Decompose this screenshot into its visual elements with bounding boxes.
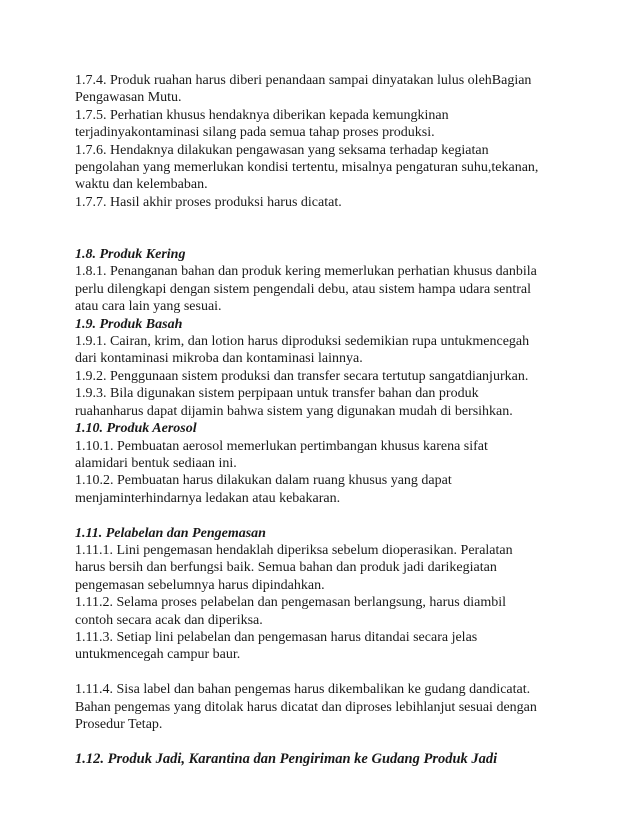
- section-heading-produk-basah: 1.9. Produk Basah: [75, 316, 183, 332]
- paragraph-line: alamidari bentuk sediaan ini.: [75, 455, 237, 471]
- paragraph-line: waktu dan kelembaban.: [75, 177, 208, 193]
- paragraph-line: perlu dilengkapi dengan sistem pengendali debu, atau sistem hampa udara sentral: [75, 281, 532, 297]
- paragraph-line: contoh secara acak dan diperiksa.: [75, 612, 263, 628]
- section-heading-pelabelan: 1.11. Pelabelan dan Pengemasan: [75, 525, 266, 541]
- paragraph-line: menjaminterhindarnya ledakan atau kebakaran.: [75, 490, 341, 506]
- paragraph-line: harus bersih dan berfungsi baik. Semua bahan dan produk jadi darikegiatan: [75, 560, 497, 576]
- paragraph-line: untukmencegah campur baur.: [75, 647, 241, 663]
- paragraph-line: atau cara lain yang sesuai.: [75, 299, 222, 315]
- paragraph-line: terjadinyakontaminasi silang pada semua tahap proses produksi.: [75, 125, 435, 141]
- paragraph-line: 1.9.3. Bila digunakan sistem perpipaan untuk transfer bahan dan produk: [75, 386, 479, 402]
- paragraph-line: 1.7.5. Perhatian khusus hendaknya diberikan kepada kemungkinan: [75, 107, 449, 123]
- document-page: [75, 72, 575, 768]
- spacer: [75, 507, 575, 524]
- paragraph-line: pengolahan yang memerlukan kondisi tertentu, misalnya pengaturan suhu,tekanan,: [75, 160, 539, 176]
- spacer: [75, 664, 575, 681]
- paragraph-line: 1.11.3. Setiap lini pelabelan dan pengemasan harus ditandai secara jelas: [75, 629, 478, 645]
- paragraph-line: 1.11.1. Lini pengemasan hendaklah diperiksa sebelum dioperasikan. Peralatan: [75, 542, 513, 558]
- paragraph-line: Pengawasan Mutu.: [75, 90, 182, 106]
- paragraph-line: Prosedur Tetap.: [75, 716, 163, 732]
- paragraph-line: ruahanharus dapat dijamin bahwa sistem yang digunakan mudah di bersihkan.: [75, 403, 513, 419]
- paragraph-line: 1.11.2. Selama proses pelabelan dan pengemasan berlangsung, harus diambil: [75, 595, 507, 611]
- paragraph-line: dari kontaminasi mikroba dan kontaminasi lainnya.: [75, 351, 363, 367]
- paragraph-line: pengemasan sebelumnya harus dipindahkan.: [75, 577, 325, 593]
- paragraph-line: 1.7.7. Hasil akhir proses produksi harus dicatat.: [75, 194, 342, 210]
- paragraph-line: 1.10.2. Pembuatan harus dilakukan dalam ruang khusus yang dapat: [75, 473, 452, 489]
- paragraph-line: 1.9.1. Cairan, krim, dan lotion harus diproduksi sedemikian rupa untukmencegah: [75, 334, 530, 350]
- paragraph-line: 1.8.1. Penanganan bahan dan produk kering memerlukan perhatian khusus danbila: [75, 264, 537, 280]
- spacer: [75, 733, 575, 750]
- paragraph-line: 1.9.2. Penggunaan sistem produksi dan transfer secara tertutup sangatdianjurkan.: [75, 368, 529, 384]
- section-heading-produk-jadi: 1.12. Produk Jadi, Karantina dan Pengiriman ke Gudang Produk Jadi: [75, 750, 498, 767]
- spacer: [75, 211, 575, 246]
- paragraph-line: 1.11.4. Sisa label dan bahan pengemas harus dikembalikan ke gudang dandicatat.: [75, 682, 531, 698]
- section-heading-produk-aerosol: 1.10. Produk Aerosol: [75, 421, 197, 437]
- paragraph-line: 1.7.4. Produk ruahan harus diberi penandaan sampai dinyatakan lulus olehBagian: [75, 73, 532, 88]
- paragraph-line: 1.10.1. Pembuatan aerosol memerlukan pertimbangan khusus karena sifat: [75, 438, 488, 454]
- paragraph-line: Bahan pengemas yang ditolak harus dicatat dan diproses lebihlanjut sesuai dengan: [75, 699, 537, 715]
- paragraph-line: 1.7.6. Hendaknya dilakukan pengawasan yang seksama terhadap kegiatan: [75, 142, 489, 158]
- section-heading-produk-kering: 1.8. Produk Kering: [75, 247, 186, 263]
